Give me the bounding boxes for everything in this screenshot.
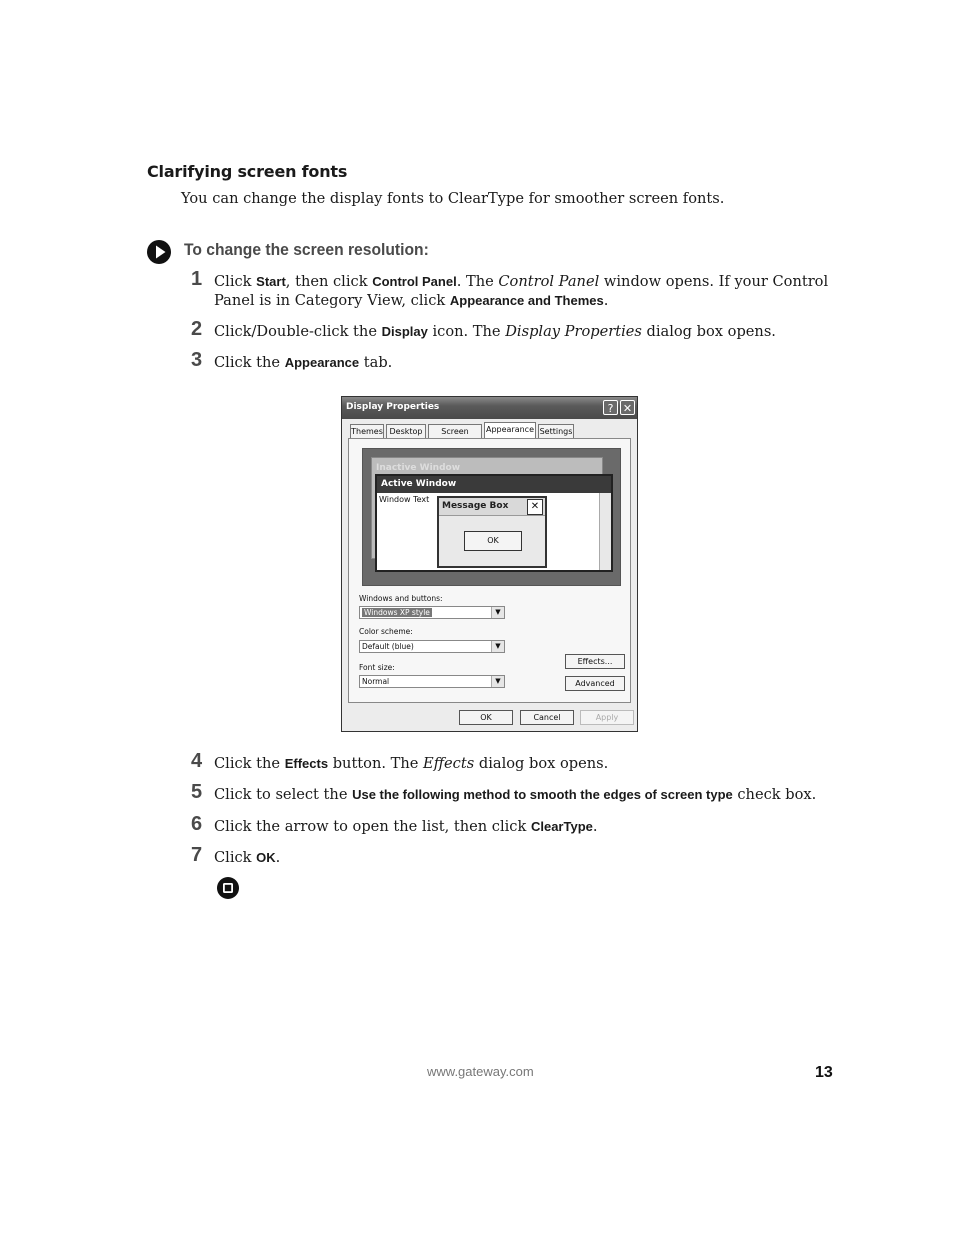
color-scheme-select[interactable] (359, 640, 505, 653)
apply-button[interactable]: Apply (580, 710, 634, 725)
close-icon: ✕ (527, 499, 543, 515)
procedure-title: To change the screen resolution: (184, 240, 429, 259)
tab-themes[interactable]: Themes (350, 424, 384, 438)
appearance-preview (362, 448, 621, 586)
step-number: 6 (191, 813, 203, 835)
step-text: Click/Double-click the Display icon. The Display Properties dialog box opens. (214, 323, 776, 340)
stop-square-icon (216, 876, 240, 900)
step-text: Click the Appearance tab. (214, 354, 393, 371)
windows-buttons-select[interactable] (359, 606, 505, 619)
effects-button[interactable]: Effects... (565, 654, 625, 669)
display-properties-dialog (341, 396, 638, 732)
tab-settings[interactable]: Settings (538, 424, 574, 438)
step-number: 4 (191, 750, 203, 772)
step-text: Click the Effects button. The Effects dialog box opens. (214, 755, 609, 772)
page-number: 13 (815, 1064, 833, 1081)
ok-button[interactable]: OK (459, 710, 513, 725)
help-icon[interactable]: ? (603, 400, 618, 415)
appearance-panel (348, 438, 631, 703)
preview-scrollbar (599, 493, 611, 570)
footer-url: www.gateway.com (427, 1064, 534, 1079)
step-number: 7 (191, 844, 203, 866)
section-heading: Clarifying screen fonts (147, 162, 348, 181)
step-text: Click to select the Use the following method to smooth the edges of screen type check box. (214, 786, 817, 803)
active-window-titlebar (377, 476, 611, 493)
window-text-sample: Window Text (379, 495, 430, 504)
tab-desktop[interactable]: Desktop (386, 424, 426, 438)
step-text: Click the arrow to open the list, then click ClearType. (214, 818, 598, 835)
font-size-label: Font size: (359, 663, 395, 672)
windows-buttons-value: Windows XP style (364, 608, 430, 617)
cancel-button[interactable]: Cancel (520, 710, 574, 725)
tab-screen-saver[interactable]: Screen (428, 424, 482, 438)
intro-paragraph: You can change the display fonts to ClearType for smoother screen fonts. (181, 190, 725, 207)
advanced-button[interactable]: Advanced (565, 676, 625, 691)
color-scheme-label: Color scheme: (359, 627, 413, 636)
step-number: 2 (191, 318, 203, 340)
inactive-window-title: Inactive Window (376, 463, 461, 473)
message-box-preview (437, 496, 547, 568)
step-number: 3 (191, 349, 203, 371)
close-icon[interactable]: ✕ (620, 400, 635, 415)
windows-buttons-label: Windows and buttons: (359, 594, 443, 603)
chevron-down-icon[interactable]: ▼ (491, 641, 504, 652)
step-number: 5 (191, 781, 203, 803)
chevron-down-icon[interactable]: ▼ (491, 676, 504, 687)
message-box-title: Message Box (442, 501, 509, 511)
dialog-title: Display Properties (346, 402, 440, 412)
message-box-titlebar (439, 498, 545, 516)
message-box-ok-button: OK (464, 531, 522, 551)
color-scheme-value: Default (blue) (362, 642, 414, 651)
font-size-select[interactable] (359, 675, 505, 688)
step-text: Click OK. (214, 849, 281, 866)
chevron-down-icon[interactable]: ▼ (491, 607, 504, 618)
dialog-titlebar (342, 397, 637, 419)
tab-appearance[interactable]: Appearance (484, 422, 536, 438)
active-window-title: Active Window (381, 479, 457, 489)
step-number: 1 (191, 268, 203, 290)
active-window-preview (375, 474, 613, 572)
step-text: Click Start, then click Control Panel. The Control Panel window opens. If your Control Panel is in Category View, click Appearance and Themes. (214, 273, 829, 309)
play-arrow-icon (146, 239, 172, 265)
font-size-value: Normal (362, 677, 390, 686)
